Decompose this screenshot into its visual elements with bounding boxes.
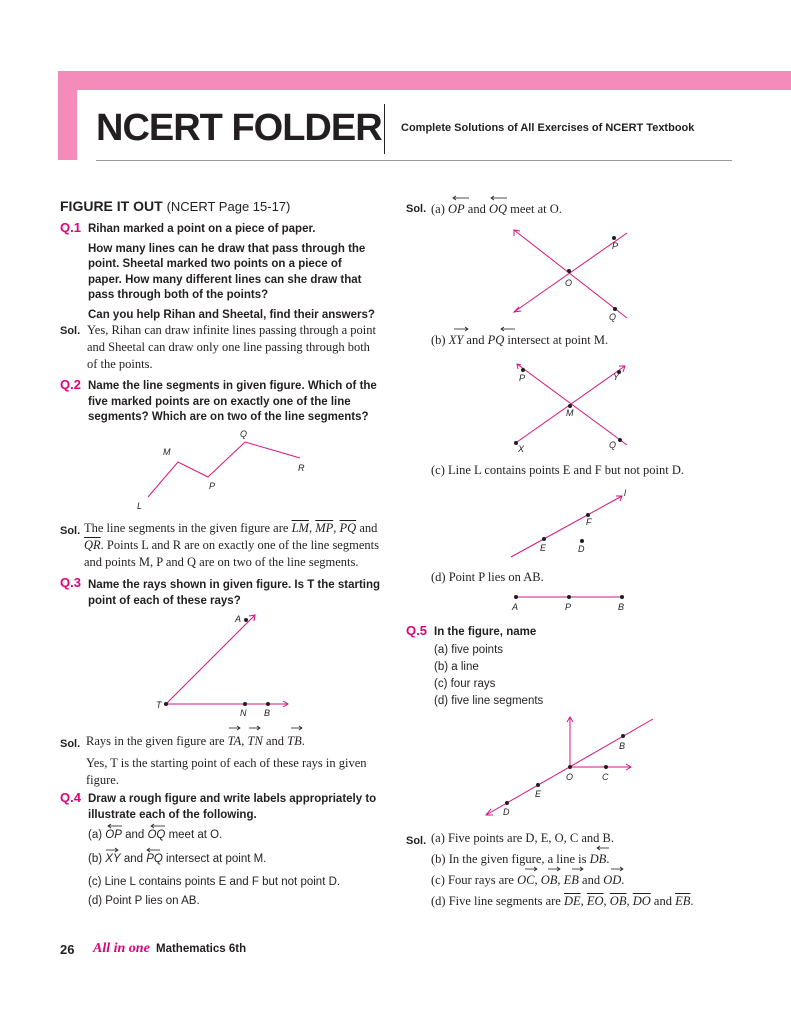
label-C: C: [602, 772, 609, 782]
q5-solution: (a) Five points are D, E, O, C and B. (b) In the given figure, a line is DB. (c) Four rays are OC, OB, EB and OD. (d) Five line segments are $\overline{DE}$, $\overline{EO}$, $\overline{OB}$, $\overline{DO}$ and $\overline{EB}$.: [431, 831, 694, 908]
q4-sol-d: (d) Point P lies on AB.: [431, 570, 544, 584]
label-P: P: [519, 373, 526, 383]
label-L: L: [137, 501, 143, 511]
label-D: D: [503, 807, 510, 817]
q5-sol-label: Sol.: [406, 835, 427, 847]
label-A: A: [235, 614, 242, 624]
label-D: D: [578, 544, 585, 554]
label-Q: Q: [609, 440, 617, 450]
brand-logo: All in one: [93, 941, 150, 956]
q1-sol-label: Sol.: [60, 325, 81, 337]
q2-text: Name the line segments in given figure. Which of the five marked points are on exactly one of the line segments? Which are on two of the line segments?: [88, 380, 377, 423]
q4-option-a: (a) OP and OQ meet at O.: [88, 829, 223, 841]
book-title: Mathematics 6th: [156, 943, 247, 955]
q4-sol-c: (c) Line L contains points E and F but not point D.: [431, 463, 684, 477]
label-O: O: [565, 278, 573, 288]
q1-solution: Yes, Rihan can draw infinite lines passing through a point and Sheetal can draw only one line passing through both of the points.: [87, 323, 376, 371]
page-title: NCERT FOLDER: [96, 107, 382, 149]
q5-title: In the figure, name: [434, 626, 537, 638]
q5-number: Q.5: [406, 623, 427, 638]
q3-sol-label: Sol.: [60, 738, 81, 750]
label-P: P: [612, 241, 619, 251]
label-B: B: [619, 741, 626, 751]
label-M: M: [163, 447, 171, 457]
label-X: X: [518, 444, 525, 454]
q3-text: Name the rays shown in given figure. Is T the starting point of each of these rays?: [88, 579, 381, 607]
q1-number: Q.1: [60, 220, 81, 235]
label-B: B: [264, 708, 271, 718]
label-E: E: [540, 543, 547, 553]
label-R: R: [298, 463, 305, 473]
q4-text: Draw a rough figure and write labels appropriately to illustrate each of the following.: [88, 793, 377, 821]
page-subtitle: Complete Solutions of All Exercises of NCERT Textbook: [401, 122, 695, 134]
q2-solution: The line segments in the given figure are $\overline{LM}$, $\overline{MP}$, $\overline{PQ}$ and $\overline{QR}$. Points L and R are on exactly one of the line segments and points M, P and Q are on two of the line segments.: [84, 521, 379, 569]
q2-number: Q.2: [60, 377, 81, 392]
label-P: P: [565, 602, 572, 612]
label-T: T: [156, 700, 162, 710]
label-N: N: [240, 708, 247, 718]
label-B: B: [618, 602, 625, 612]
q4-option-d: (d) Point P lies on AB.: [88, 895, 200, 907]
label-M: M: [566, 408, 574, 418]
q3-number: Q.3: [60, 575, 81, 590]
label-Y: Y: [613, 372, 620, 382]
label-O: O: [566, 772, 574, 782]
q4-number: Q.4: [60, 790, 81, 805]
q4-option-b: (b) XY and PQ intersect at point M.: [88, 853, 267, 865]
q4-sol-label: Sol.: [406, 203, 427, 215]
label-A: A: [512, 602, 519, 612]
label-Q: Q: [240, 429, 248, 439]
q5-options: (a) five points (b) a line (c) four rays (d) five line segments: [434, 644, 544, 707]
q4-sol-a: (a) OP and OQ meet at O.: [431, 202, 562, 216]
section-title: FIGURE IT OUT (NCERT Page 15-17): [60, 198, 291, 214]
q3-solution: Rays in the given figure are TA, TN and TB. Yes, T is the starting point of each of these rays in given figure.: [86, 734, 367, 787]
label-Q: Q: [609, 312, 617, 322]
label-F: F: [586, 517, 592, 527]
page-number: 26: [60, 942, 75, 957]
q2-sol-label: Sol.: [60, 525, 81, 537]
q4-sol-b: (b) XY and PQ intersect at point M.: [431, 333, 609, 347]
label-P: P: [209, 481, 216, 491]
q4-option-c: (c) Line L contains points E and F but not point D.: [88, 876, 341, 888]
q1-text: Rihan marked a point on a piece of paper. How many lines can he draw that pass through the point. Sheetal marked two points on a piece of paper. How many different lines can she draw that pass through both of the points? Can you help Rihan and Sheetal, find their answers?: [88, 223, 375, 321]
label-E: E: [535, 789, 542, 799]
label-l: l: [624, 488, 626, 498]
